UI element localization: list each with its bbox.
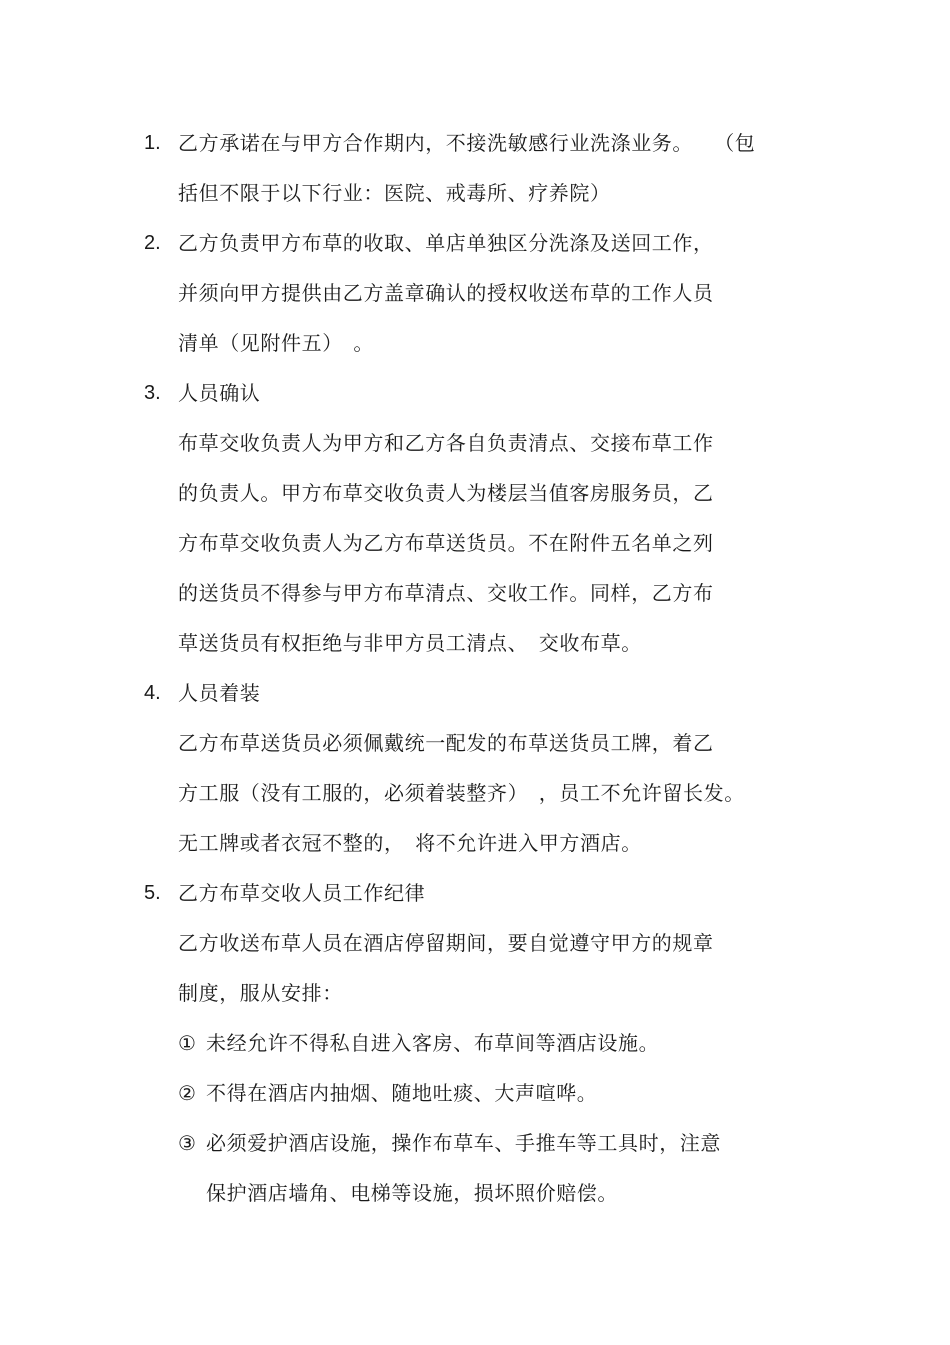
item-number: 4. [144, 682, 161, 704]
rule-text: 未经允许不得私自进入客房、布草间等酒店设施。 [206, 1031, 660, 1055]
paragraph-line: 草送货员有权拒绝与非甲方员工清点、 交收布草。 [178, 631, 642, 655]
item-number: 2. [144, 232, 161, 254]
section-heading: 人员确认 [178, 381, 261, 405]
paragraph-line: 乙方承诺在与甲方合作期内，不接洗敏感行业洗涤业务。 （包 [178, 131, 756, 155]
rule-item [178, 1130, 721, 1156]
rule-marker: ① [178, 1031, 197, 1055]
section-heading: 人员着装 [178, 681, 261, 705]
paragraph-line: 方布草交收负责人为乙方布草送货员。不在附件五名单之列 [178, 531, 714, 555]
item-number: 3. [144, 382, 161, 404]
paragraph-line: 乙方收送布草人员在酒店停留期间，要自觉遵守甲方的规章 [178, 931, 714, 955]
rule-item [178, 1030, 659, 1056]
rule-marker: ② [178, 1081, 197, 1105]
paragraph-line: 无工牌或者衣冠不整的， 将不允许进入甲方酒店。 [178, 831, 642, 855]
paragraph-line: 并须向甲方提供由乙方盖章确认的授权收送布草的工作人员 [178, 281, 714, 305]
section-heading: 乙方布草交收人员工作纪律 [178, 881, 426, 905]
paragraph-line: 的负责人。甲方布草交收负责人为楼层当值客房服务员，乙 [178, 481, 714, 505]
paragraph-line: 制度，服从安排： [178, 981, 343, 1005]
rule-continuation: 保护酒店墙角、电梯等设施，损坏照价赔偿。 [206, 1181, 618, 1205]
rule-text: 必须爱护酒店设施，操作布草车、手推车等工具时，注意 [206, 1131, 721, 1155]
paragraph-line: 乙方负责甲方布草的收取、单店单独区分洗涤及送回工作， [178, 231, 714, 255]
item-number: 1. [144, 132, 161, 154]
rule-marker: ③ [178, 1131, 197, 1155]
item-number: 5. [144, 882, 161, 904]
paragraph-line: 乙方布草送货员必须佩戴统一配发的布草送货员工牌，着乙 [178, 731, 714, 755]
rule-text: 不得在酒店内抽烟、随地吐痰、大声喧哗。 [206, 1081, 598, 1105]
paragraph-line: 方工服（没有工服的，必须着装整齐） ，员工不允许留长发。 [178, 781, 745, 805]
paragraph-line: 括但不限于以下行业：医院、戒毒所、疗养院） [178, 181, 611, 205]
paragraph-line: 的送货员不得参与甲方布草清点、交收工作。同样，乙方布 [178, 581, 714, 605]
rule-item [178, 1080, 597, 1106]
paragraph-line: 布草交收负责人为甲方和乙方各自负责清点、交接布草工作 [178, 431, 714, 455]
paragraph-line: 清单（见附件五） 。 [178, 331, 374, 355]
